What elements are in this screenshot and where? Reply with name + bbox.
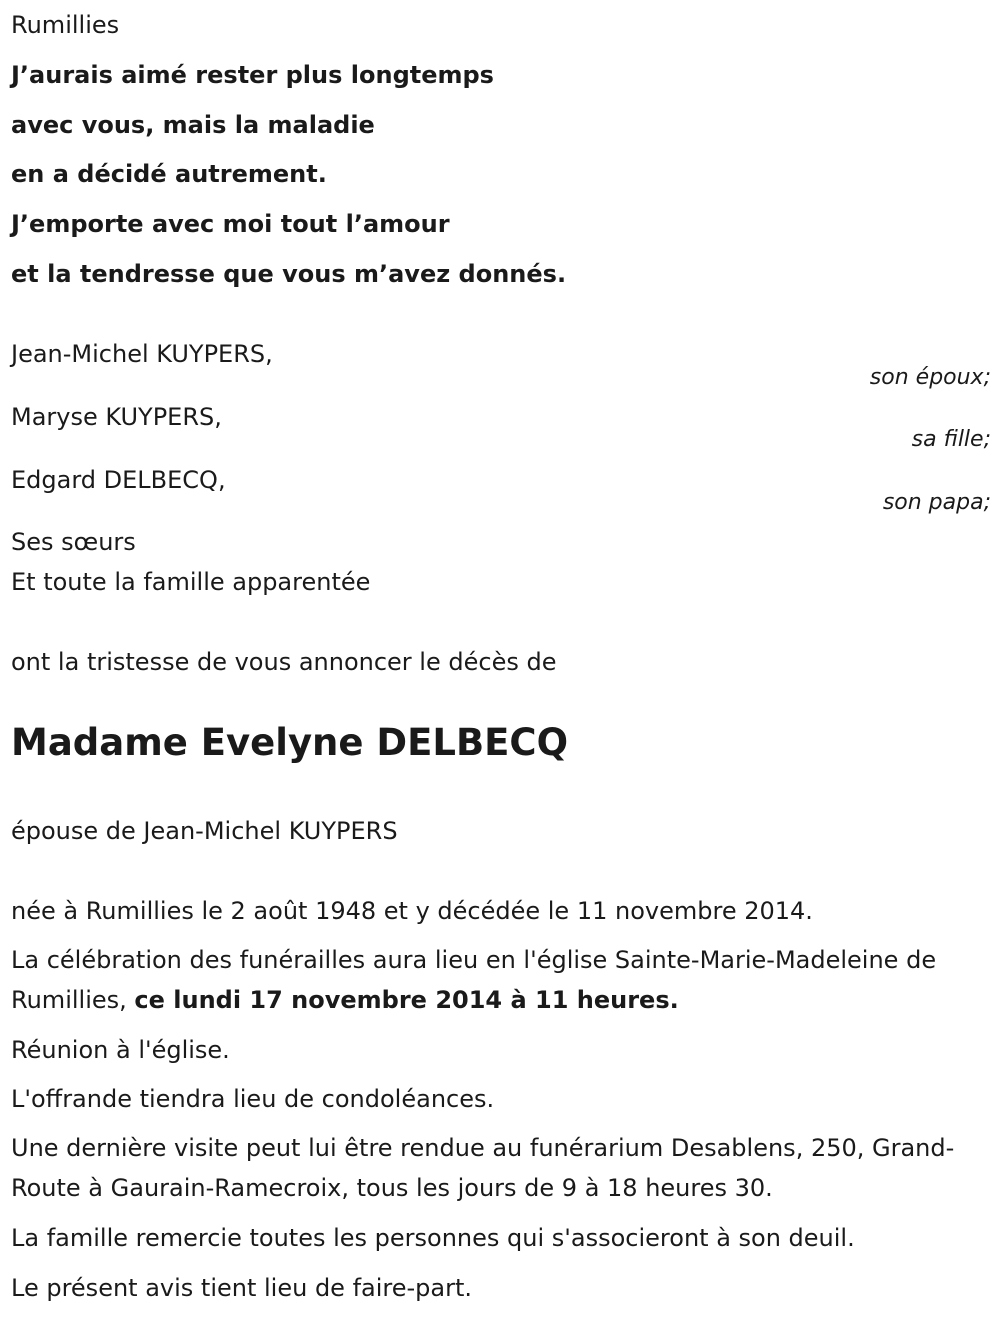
visit-paragraph: Une dernière visite peut lui être rendue au funérarium Desablens, 250, Grand-Route à Gaurain-Ramecroix, tous les jours de 9 à 18 heures 30. <box>11 1134 955 1202</box>
poem-line-1: J’aurais aimé rester plus longtemps <box>11 61 494 89</box>
poem-line-3: en a décidé autrement. <box>11 160 327 188</box>
deceased-name: Madame Evelyne DELBECQ <box>11 721 569 764</box>
family-member-relation: sa fille; <box>911 427 991 452</box>
family-member-name: Maryse KUYPERS, <box>11 403 222 431</box>
sisters-line: Ses sœurs <box>11 528 136 556</box>
poem-line-2: avec vous, mais la maladie <box>11 111 375 139</box>
family-member-name: Edgard DELBECQ, <box>11 466 226 494</box>
funeral-paragraph <box>11 940 991 1020</box>
family-member-name: Jean-Michel KUYPERS, <box>11 340 273 368</box>
family-member-relation: son époux; <box>869 365 991 390</box>
funeral-text: La célébration des funérailles aura lieu en l'église Sainte-Marie-Madeleine de Rumillies, <box>11 946 937 1014</box>
birth-death-line: née à Rumillies le 2 août 1948 et y décédée le 11 novembre 2014. <box>11 897 813 925</box>
location: Rumillies <box>11 11 120 39</box>
family-member-relation: son papa; <box>882 490 991 515</box>
obituary-notice <box>11 0 991 1323</box>
funeral-date: ce lundi 17 novembre 2014 à 11 heures. <box>134 986 679 1014</box>
poem-line-5: et la tendresse que vous m’avez donnés. <box>11 260 567 288</box>
notice-line: Le présent avis tient lieu de faire-part. <box>11 1274 473 1302</box>
meeting-line: Réunion à l'église. <box>11 1036 230 1064</box>
spouse-line: épouse de Jean-Michel KUYPERS <box>11 817 398 845</box>
offering-line: L'offrande tiendra lieu de condoléances. <box>11 1085 495 1113</box>
extended-family-line: Et toute la famille apparentée <box>11 568 371 596</box>
announcement: ont la tristesse de vous annoncer le décès de <box>11 648 557 676</box>
thanks-line: La famille remercie toutes les personnes qui s'associeront à son deuil. <box>11 1224 855 1252</box>
poem-line-4: J’emporte avec moi tout l’amour <box>11 210 450 238</box>
